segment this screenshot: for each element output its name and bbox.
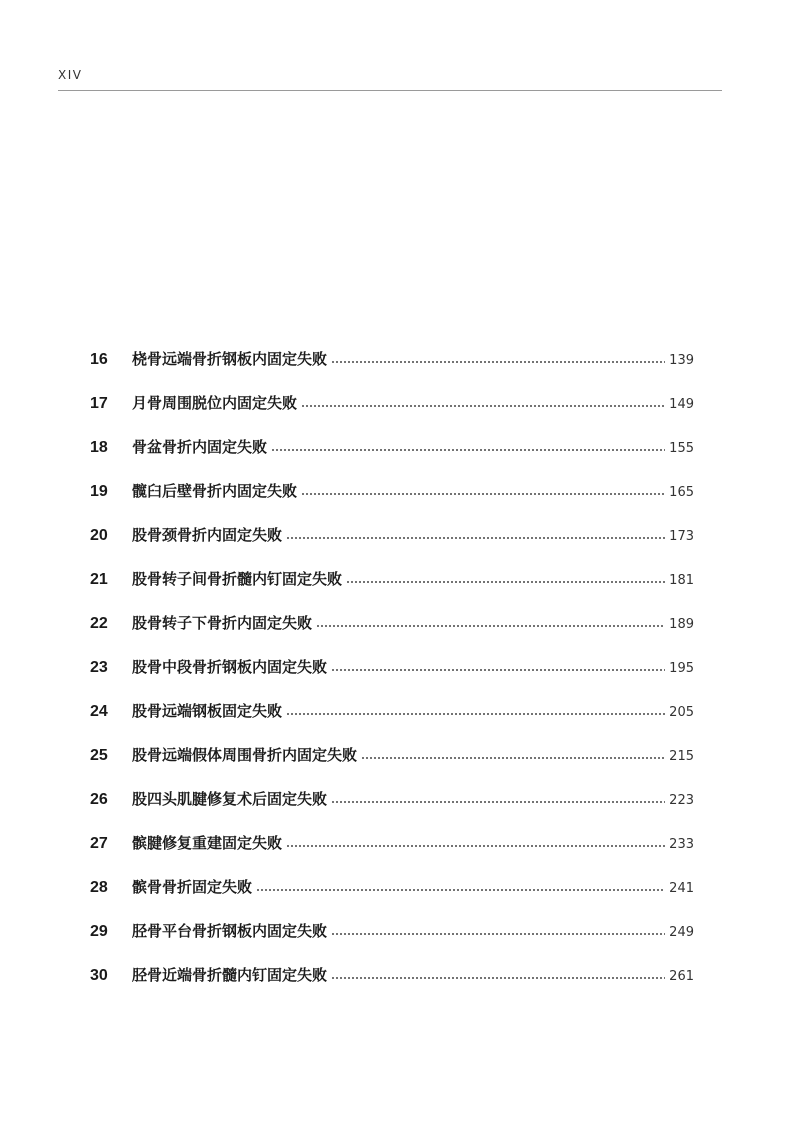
dot-leader [331,660,665,672]
chapter-title: 股骨远端钢板固定失败 [132,702,283,720]
chapter-page-number: 155 [669,441,694,456]
chapter-page-number: 215 [669,749,694,764]
toc-entry[interactable] [90,784,694,828]
toc-entry[interactable] [90,564,694,608]
chapter-title: 股骨颈骨折内固定失败 [132,526,283,544]
toc-entry[interactable] [90,960,694,1004]
chapter-number: 28 [90,879,108,896]
chapter-number: 30 [90,967,108,984]
chapter-title: 髋臼后壁骨折内固定失败 [132,482,298,500]
chapter-page-number: 249 [669,925,694,940]
dot-leader [331,352,665,364]
chapter-number: 20 [90,527,108,544]
page-number: XIV [58,68,83,82]
chapter-number: 29 [90,923,108,940]
dot-leader [286,528,665,540]
dot-leader [286,836,665,848]
chapter-number: 17 [90,395,108,412]
table-of-contents [90,344,694,1004]
dot-leader [361,748,665,760]
dot-leader [331,924,665,936]
toc-entry[interactable] [90,388,694,432]
chapter-number: 21 [90,571,108,588]
chapter-number: 27 [90,835,108,852]
dot-leader [346,572,665,584]
chapter-number: 19 [90,483,108,500]
chapter-number: 18 [90,439,108,456]
page-header [58,62,722,91]
toc-entry[interactable] [90,432,694,476]
chapter-number: 24 [90,703,108,720]
chapter-page-number: 165 [669,485,694,500]
chapter-page-number: 241 [669,881,694,896]
toc-entry[interactable] [90,872,694,916]
dot-leader [286,704,665,716]
dot-leader [301,396,665,408]
chapter-number: 23 [90,659,108,676]
chapter-title: 股骨转子下骨折内固定失败 [132,614,313,632]
chapter-page-number: 139 [669,353,694,368]
toc-entry[interactable] [90,696,694,740]
chapter-number: 22 [90,615,108,632]
chapter-page-number: 205 [669,705,694,720]
chapter-title: 月骨周围脱位内固定失败 [132,394,298,412]
chapter-title: 桡骨远端骨折钢板内固定失败 [132,350,328,368]
toc-entry[interactable] [90,520,694,564]
chapter-title: 髌腱修复重建固定失败 [132,834,283,852]
chapter-title: 骨盆骨折内固定失败 [132,438,268,456]
chapter-page-number: 223 [669,793,694,808]
toc-entry[interactable] [90,916,694,960]
chapter-page-number: 233 [669,837,694,852]
dot-leader [271,440,665,452]
chapter-title: 股骨转子间骨折髓内钉固定失败 [132,570,343,588]
dot-leader [301,484,665,496]
chapter-page-number: 189 [669,617,694,632]
toc-entry[interactable] [90,476,694,520]
toc-entry[interactable] [90,344,694,388]
chapter-page-number: 173 [669,529,694,544]
dot-leader [316,616,665,628]
chapter-title: 股骨远端假体周围骨折内固定失败 [132,746,358,764]
chapter-number: 16 [90,351,108,368]
chapter-title: 股四头肌腱修复术后固定失败 [132,790,328,808]
toc-entry[interactable] [90,608,694,652]
chapter-page-number: 195 [669,661,694,676]
toc-entry[interactable] [90,828,694,872]
dot-leader [256,880,665,892]
toc-entry[interactable] [90,652,694,696]
chapter-title: 髌骨骨折固定失败 [132,878,253,896]
toc-entry[interactable] [90,740,694,784]
chapter-title: 股骨中段骨折钢板内固定失败 [132,658,328,676]
dot-leader [331,792,665,804]
chapter-page-number: 261 [669,969,694,984]
dot-leader [331,968,665,980]
chapter-page-number: 181 [669,573,694,588]
chapter-title: 胫骨近端骨折髓内钉固定失败 [132,966,328,984]
chapter-number: 25 [90,747,108,764]
chapter-number: 26 [90,791,108,808]
chapter-page-number: 149 [669,397,694,412]
chapter-title: 胫骨平台骨折钢板内固定失败 [132,922,328,940]
